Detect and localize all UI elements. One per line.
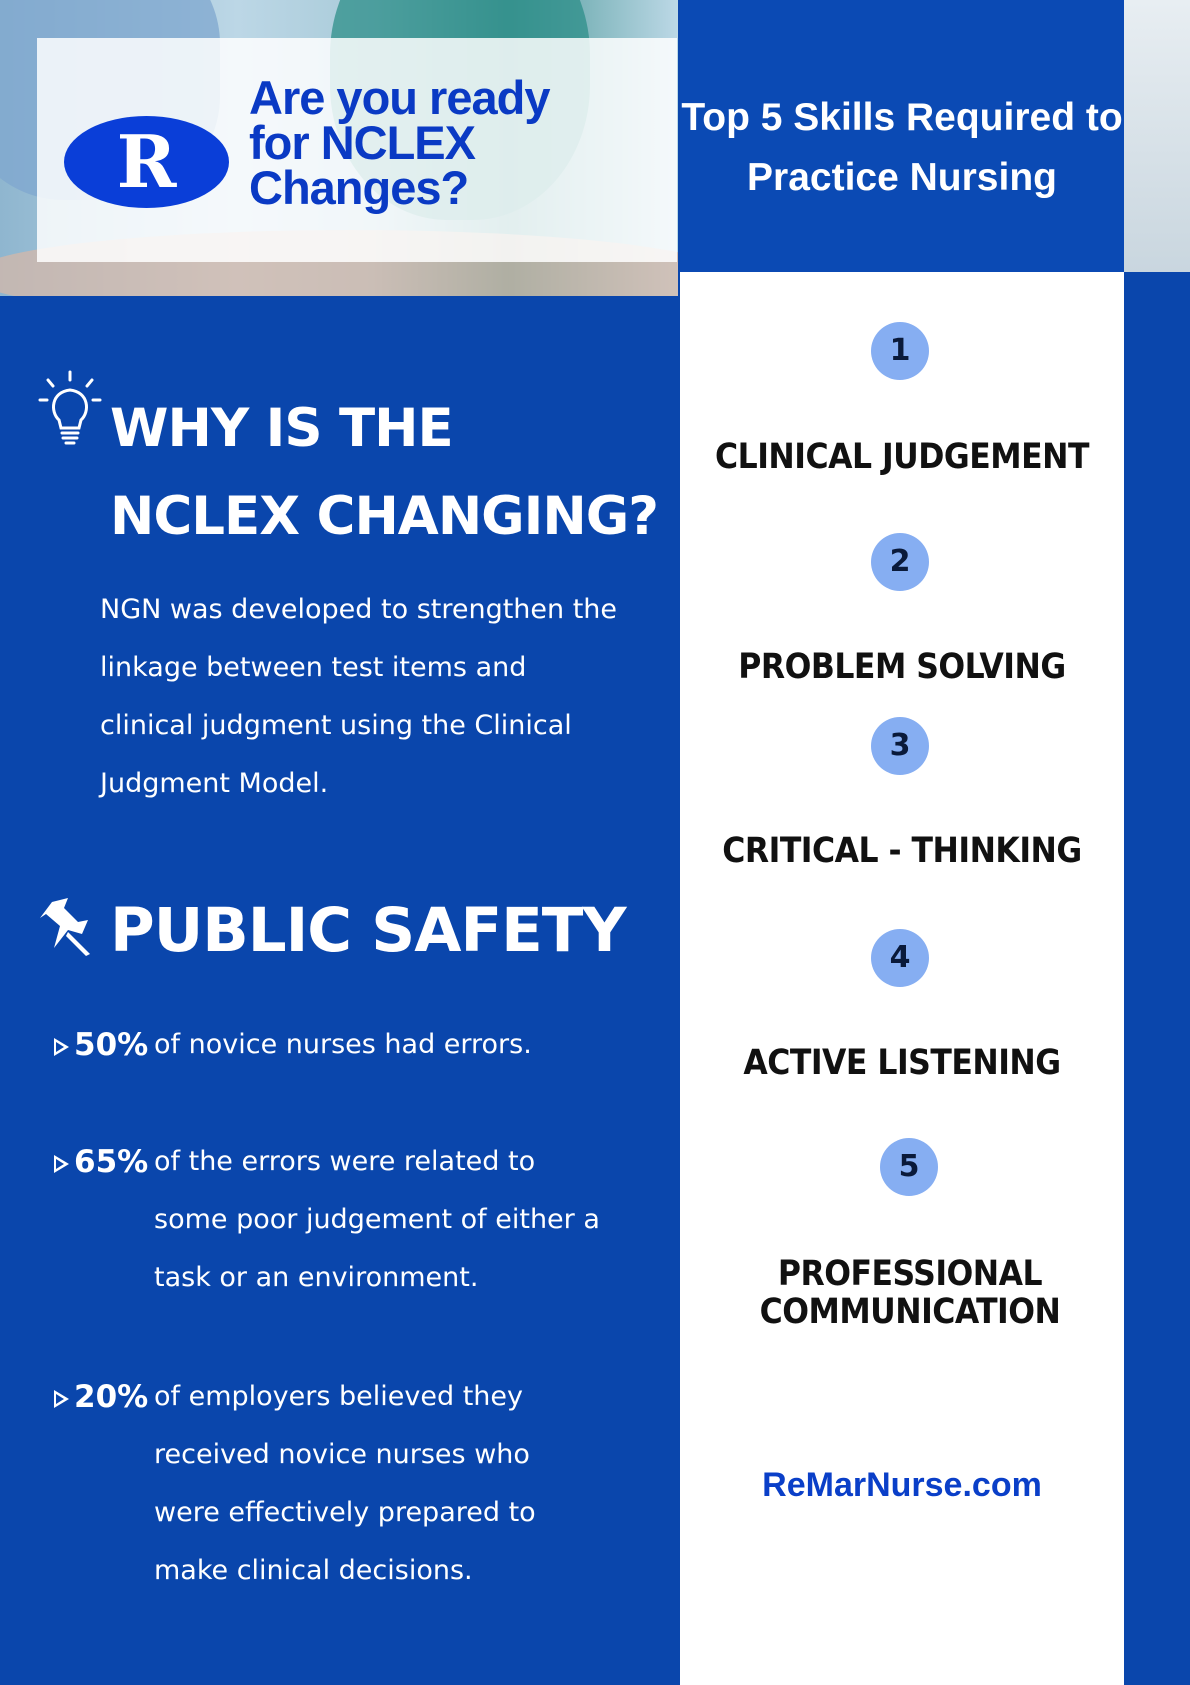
skills-header	[680, 0, 1124, 272]
public-safety-heading: PUBLIC SAFETY	[110, 895, 626, 966]
bullet-triangle-icon	[54, 1390, 69, 1408]
skill-label-1: CLINICAL JUDGEMENT	[715, 437, 1089, 477]
skill-number-1: 1	[871, 322, 929, 380]
remar-logo	[64, 116, 229, 208]
stat-item-2	[54, 1133, 614, 1313]
stat-item-1	[54, 1016, 614, 1076]
lightbulb-icon	[38, 370, 102, 448]
skills-title: Top 5 Skills Required to Practice Nursing	[681, 96, 1123, 199]
skill-label-4: ACTIVE LISTENING	[743, 1043, 1061, 1083]
hero-title: Are you ready for NCLEX Changes?	[249, 71, 550, 214]
pushpin-icon	[38, 898, 92, 956]
skill-number-3: 3	[871, 717, 929, 775]
skill-number-2: 2	[871, 533, 929, 591]
skill-label-2: PROBLEM SOLVING	[738, 647, 1066, 687]
bullet-triangle-icon	[54, 1155, 69, 1173]
stat-item-3	[54, 1368, 614, 1608]
edge-blue-strip	[1124, 272, 1190, 1685]
stat-percent: 65%	[74, 1144, 149, 1180]
stat-text: of employers believed they received novice nurses who were effectively prepared to make clinical decisions.	[154, 1381, 536, 1586]
stat-percent: 50%	[74, 1027, 149, 1063]
stat-percent: 20%	[74, 1379, 149, 1415]
skill-label-5: PROFESSIONAL COMMUNICATION	[759, 1254, 1061, 1332]
skill-number-5: 5	[880, 1138, 938, 1196]
stat-text: of novice nurses had errors.	[154, 1029, 532, 1060]
why-heading: WHY IS THE NCLEX CHANGING?	[110, 398, 658, 547]
edge-photo-strip	[1124, 0, 1190, 272]
skill-label-3: CRITICAL - THINKING	[722, 831, 1082, 871]
skill-number-4: 4	[871, 929, 929, 987]
stat-text: of the errors were related to some poor judgement of either a task or an environment.	[154, 1146, 600, 1293]
bullet-triangle-icon	[54, 1038, 69, 1056]
ngn-description: NGN was developed to strengthen the linkage between test items and clinical judgment using the Clinical Judgment Model.	[100, 594, 618, 799]
website-link[interactable]: ReMarNurse.com	[762, 1466, 1042, 1504]
logo-letter: R	[116, 119, 177, 204]
